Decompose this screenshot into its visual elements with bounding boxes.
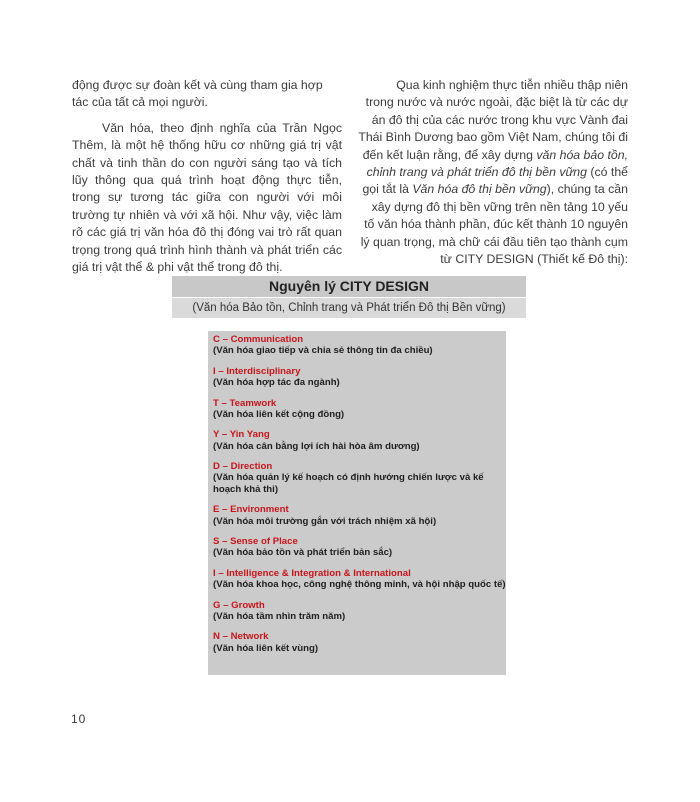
principle-item bbox=[213, 398, 506, 421]
right-text-2: (có thể gọi tắt là bbox=[362, 165, 628, 197]
right-italic-2: Văn hóa đô thị bền vững bbox=[412, 182, 547, 197]
principle-desc: (Văn hóa hợp tác đa ngành) bbox=[213, 377, 340, 389]
principle-head: N – Network bbox=[213, 631, 269, 643]
right-italic-1: văn hóa bảo tồn, chỉnh trang và phát triển đô thị bền vững bbox=[366, 147, 628, 180]
principle-item bbox=[213, 334, 506, 357]
principle-desc: (Văn hóa môi trường gắn với trách nhiệm xã hội) bbox=[213, 515, 437, 527]
principle-desc: (Văn hóa cân bằng lợi ích hài hòa âm dương) bbox=[213, 440, 420, 452]
principle-desc: (Văn hóa giao tiếp và chia sẻ thông tin đa chiều) bbox=[213, 345, 433, 357]
page-number: 10 bbox=[71, 712, 87, 726]
principle-head: Y – Yin Yang bbox=[213, 429, 270, 441]
principles-box bbox=[208, 331, 506, 675]
principle-item bbox=[213, 568, 506, 591]
principle-item bbox=[213, 461, 506, 495]
left-paragraph-2: Văn hóa, theo định nghĩa của Trần Ngọc Thêm, là một hệ thống hữu cơ những giá trị vật chất và tinh thần do con người sáng tạo và tích lũy thông qua quá trình hoạt động thực tiễn, trong sự tương tác giữa con người với môi trường tự nhiên và với xã hội. Như vậy, việc làm rõ các giá trị văn hóa đô thị đóng vai trò rất quan trọng trong quá trình hình thành và phát triển các giá trị vật thể & phi vật thể trong đô thị. bbox=[72, 120, 342, 275]
principle-desc: (Văn hóa tầm nhìn trăm năm) bbox=[213, 610, 346, 622]
principle-desc: (Văn hóa liên kết vùng) bbox=[213, 642, 319, 654]
right-text-1: Qua kinh nghiệm thực tiễn nhiều thập niên trong nước và nước ngoài, đặc biệt là từ các dự án đô thị của các nước trong khu vực Vành đai Thái Bình Dương bao gồm Việt Nam, chúng tôi đi đến kết luận rằng, để xây dựng bbox=[358, 78, 628, 162]
right-column bbox=[358, 77, 628, 276]
principle-item bbox=[213, 631, 506, 654]
principle-head: C – Communication bbox=[213, 334, 304, 345]
principle-head: I – Intelligence & Integration & International bbox=[213, 567, 411, 579]
left-paragraph-1: động được sự đoàn kết và cùng tham gia hợp tác của tất cả mọi người. bbox=[72, 78, 323, 110]
principle-item bbox=[213, 536, 506, 559]
box-subtitle: (Văn hóa Bảo tồn, Chỉnh trang và Phát triển Đô thị Bền vững) bbox=[172, 298, 526, 318]
principle-item bbox=[213, 429, 506, 452]
principle-item bbox=[213, 600, 506, 623]
principle-head: I – Interdisciplinary bbox=[213, 365, 301, 377]
principle-head: D – Direction bbox=[213, 461, 273, 473]
principle-item bbox=[213, 504, 506, 527]
left-column bbox=[72, 77, 342, 284]
principle-desc: (Văn hóa quản lý kế hoạch có định hướng chiến lược và kế hoạch khả thi) bbox=[213, 472, 484, 495]
principle-head: T – Teamwork bbox=[213, 397, 277, 409]
principle-head: S – Sense of Place bbox=[213, 535, 298, 547]
principle-desc: (Văn hóa liên kết cộng đồng) bbox=[213, 408, 345, 420]
principle-head: E – Environment bbox=[213, 504, 289, 516]
right-text-3: ), chúng ta cần xây dựng đô thị bền vững trên nền tảng 10 yếu tố văn hóa thành phần, đúc kết thành 10 nguyên lý quan trọng, mà chữ cái đầu tiên tạo thành cụm từ CITY DESIGN (Thiết kế Đô thị): bbox=[360, 182, 628, 267]
principle-desc: (Văn hóa bảo tồn và phát triển bản sắc) bbox=[213, 547, 393, 559]
principle-head: G – Growth bbox=[213, 599, 265, 611]
principle-item bbox=[213, 366, 506, 389]
right-paragraph bbox=[358, 77, 628, 268]
box-title: Nguyên lý CITY DESIGN bbox=[172, 276, 526, 297]
principle-desc: (Văn hóa khoa học, công nghệ thông minh, và hội nhập quốc tế) bbox=[213, 579, 506, 591]
